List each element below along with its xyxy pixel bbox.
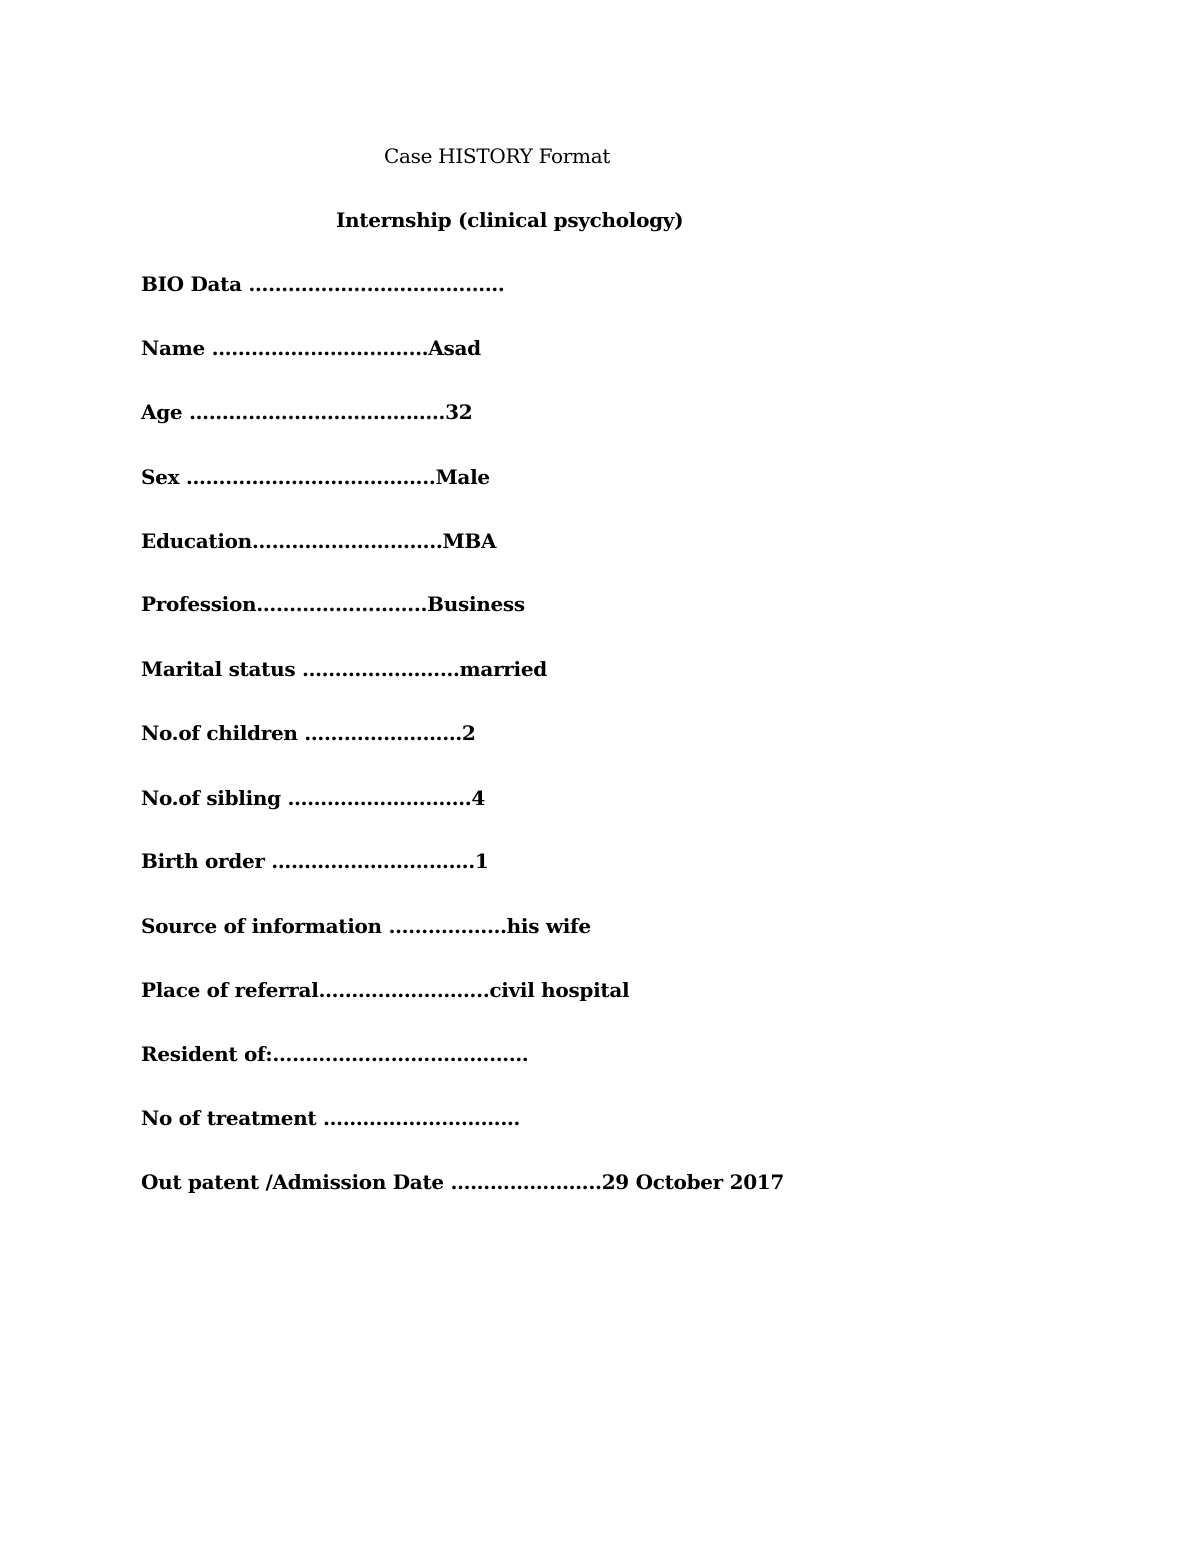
field-marital-status: Marital status ……………………married (141, 657, 547, 681)
field-education: Education………………………..MBA (141, 529, 497, 553)
field-age: Age …………………………………32 (141, 400, 473, 424)
field-no-of-children: No.of children ……………………2 (141, 721, 476, 745)
field-profession: Profession……………………..Business (141, 592, 525, 616)
document-subtitle: Internship (clinical psychology) (336, 208, 684, 232)
document-title: Case HISTORY Format (384, 144, 611, 168)
field-sex: Sex ………………………………..Male (141, 465, 490, 489)
field-place-of-referral: Place of referral……………………..civil hospital (141, 978, 630, 1002)
field-name: Name ……………………………Asad (141, 336, 481, 360)
field-bio-data: BIO Data ………………………………… (141, 272, 505, 296)
field-birth-order: Birth order ………………………….1 (141, 849, 489, 873)
field-source-of-information: Source of information ………………his wife (141, 914, 591, 938)
field-no-of-treatment: No of treatment ………………………… (141, 1106, 521, 1130)
field-no-of-sibling: No.of sibling ……………………….4 (141, 786, 486, 810)
field-admission-date: Out patent /Admission Date …………………..29 October 2017 (141, 1170, 785, 1194)
field-resident-of: Resident of:………………………………… (141, 1042, 529, 1066)
